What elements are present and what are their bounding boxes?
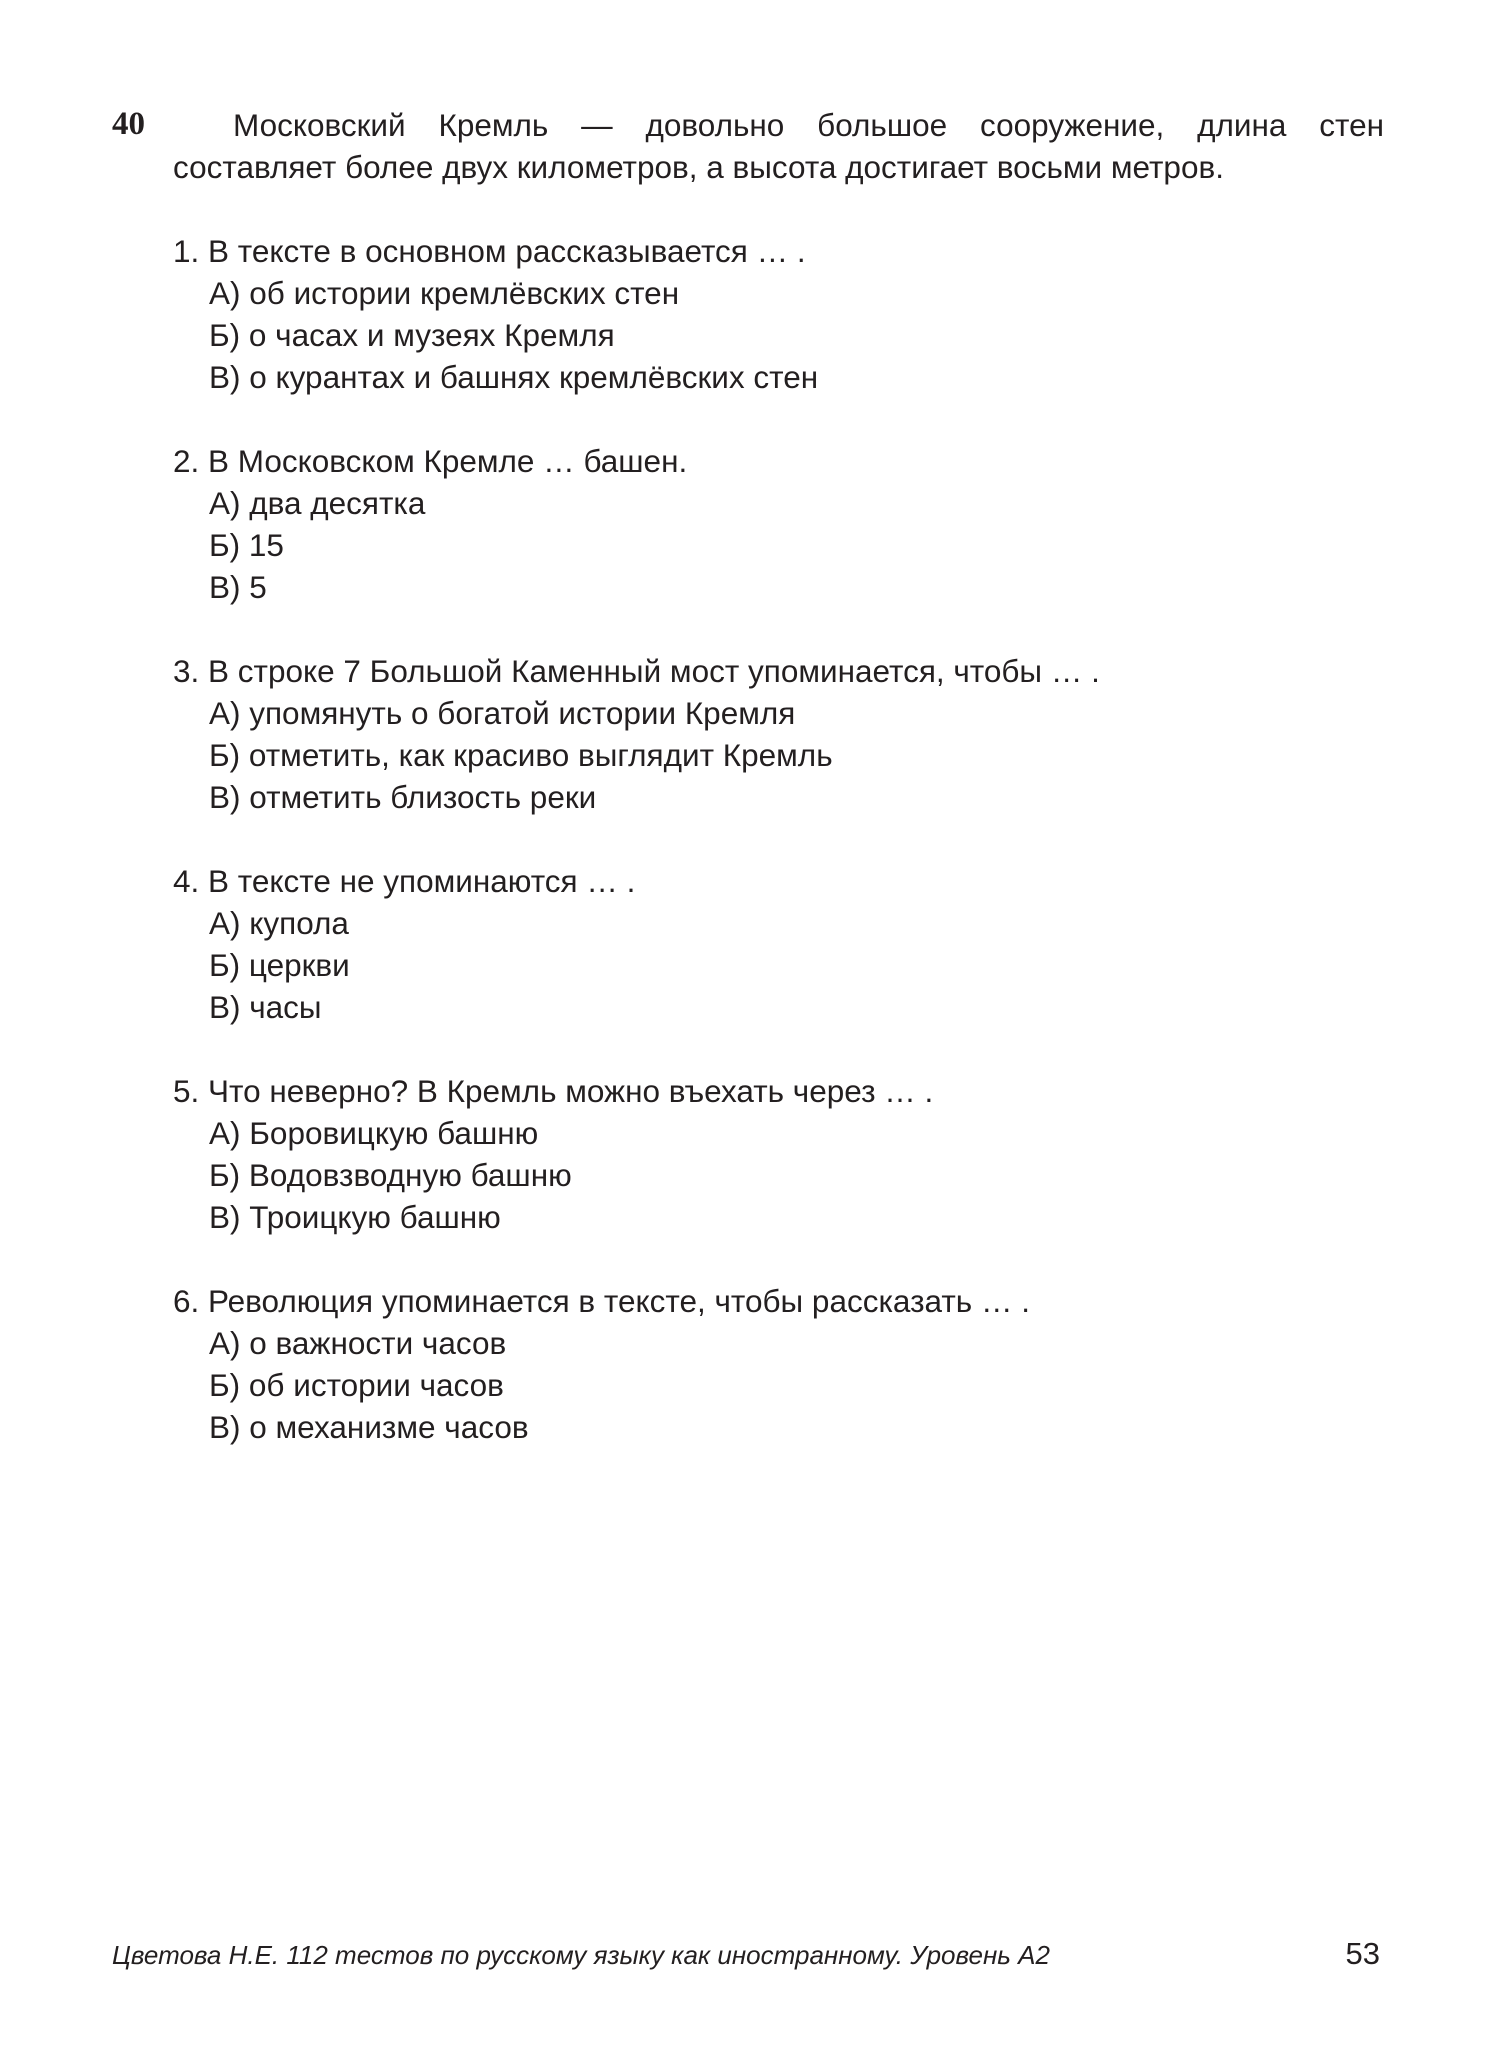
answer-option-a: А) упомянуть о богатой истории Кремля [209,695,796,731]
answer-options [173,482,1373,608]
question-text: 4. В тексте не упоминаются … . [173,863,636,899]
answer-option-a: А) об истории кремлёвских стен [209,275,680,311]
answer-option-a: А) Боровицкую башню [209,1115,539,1151]
question-text: 5. Что неверно? В Кремль можно въехать через … . [173,1073,934,1109]
answer-option-b: Б) отметить, как красиво выглядит Кремль [209,737,833,773]
answer-option-a: А) купола [209,905,349,941]
question-3 [173,650,1373,818]
answer-option-v: В) 5 [209,569,267,605]
answer-options [173,692,1373,818]
question-6 [173,1280,1373,1448]
answer-option-b: Б) о часах и музеях Кремля [209,317,615,353]
question-2 [173,440,1373,608]
question-text: 2. В Московском Кремле … башен. [173,443,688,479]
question-text: 1. В тексте в основном рассказывается … . [173,233,806,269]
answer-option-v: В) Троицкую башню [209,1199,501,1235]
question-list [173,230,1373,1490]
answer-option-b: Б) 15 [209,527,284,563]
answer-option-b: Б) церкви [209,947,350,983]
question-5 [173,1070,1373,1238]
answer-option-v: В) отметить близость реки [209,779,597,815]
question-4 [173,860,1373,1028]
question-text: 3. В строке 7 Большой Каменный мост упоминается, чтобы … . [173,653,1100,689]
answer-options [173,1112,1373,1238]
answer-option-a: А) о важности часов [209,1325,507,1361]
answer-option-a: А) два десятка [209,485,426,521]
page-number: 53 [1345,1936,1380,1971]
answer-option-b: Б) Водовзводную башню [209,1157,572,1193]
answer-option-v: В) часы [209,989,322,1025]
answer-options [173,902,1373,1028]
task-intro-text: Московский Кремль — довольно большое сооружение, длина стен составляет более двух километров, а высота достигает восьми метров. [173,107,1384,185]
answer-option-v: В) о механизме часов [209,1409,529,1445]
question-1 [173,230,1373,398]
answer-options [173,1322,1373,1448]
answer-option-v: В) о курантах и башнях кремлёвских стен [209,359,819,395]
footer-book-reference: Цветова Н.Е. 112 тестов по русскому языку как иностранному. Уровень А2 [112,1940,1050,1970]
answer-options [173,272,1373,398]
answer-option-b: Б) об истории часов [209,1367,504,1403]
task-number: 40 [112,106,145,142]
question-text: 6. Революция упоминается в тексте, чтобы рассказать … . [173,1283,1030,1319]
